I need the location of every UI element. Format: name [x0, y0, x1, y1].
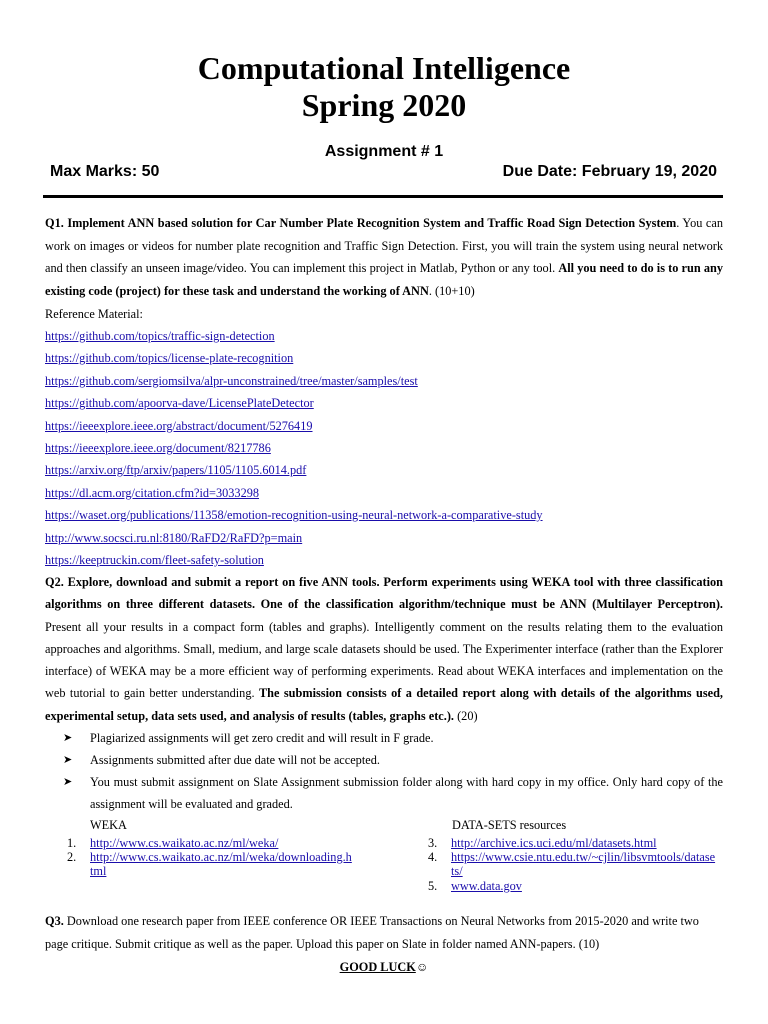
- assignment-number: Assignment # 1: [324, 143, 444, 160]
- reference-link-row: [45, 527, 543, 549]
- reference-link-row: [45, 370, 543, 392]
- reference-link[interactable]: https://ieeexplore.ieee.org/document/8217786: [45, 441, 271, 456]
- q3-text: Download one research paper from IEEE conference OR IEEE Transactions on Neural Networks from 2015-2020 and write two page critique. Submit critique as well as the paper. Upload this paper on Slate in folder named ANN-papers. (10): [45, 914, 699, 951]
- weka-link[interactable]: http://www.cs.waikato.ac.nz/ml/weka/: [90, 836, 279, 850]
- q2-bold-intro: Q2. Explore, download and submit a report on five ANN tools. Perform experiments using WEKA tool with three classification algorithms on three different datasets. One of the classification algorithm/technique must be ANN (Multilayer Perceptron).: [45, 575, 723, 612]
- reference-link-row: [45, 392, 543, 414]
- q2-text: Present all your results in a compact form (tables and graphs). Intelligently comment on the results relating them to the evaluation approaches and algorithms. Small, medium, and large scale datasets should be used. The Experimenter interface (rather than the Explorer interface) of WEKA may be a more efficient way of performing experiments. Read about WEKA interfaces and implementation on the web tutorial to gain better understanding.: [45, 619, 723, 701]
- reference-link[interactable]: https://ieeexplore.ieee.org/abstract/document/5276419: [45, 418, 313, 433]
- reference-link-row: [45, 415, 543, 437]
- weka-heading: WEKA: [90, 818, 127, 832]
- bullet-text: You must submit assignment on Slate Assignment submission folder along with hard copy in my office. Only hard copy of the assignment will be evaluated and graded.: [90, 775, 723, 812]
- reference-link[interactable]: https://github.com/topics/license-plate-recognition: [45, 351, 294, 366]
- reference-link[interactable]: https://dl.acm.org/citation.cfm?id=3033298: [45, 485, 260, 500]
- q2-bold-submission: The submission consists of a detailed report along with details of the algorithms used, experimental setup, data sets used, and analysis of results (tables, graphs etc.).: [45, 686, 723, 723]
- reference-link[interactable]: https://github.com/topics/traffic-sign-detection: [45, 329, 275, 343]
- q1-label: Q1. Implement ANN based solution for Car Number Plate Recognition System and Traffic Road Sign Detection System: [45, 216, 677, 230]
- q2-marks: (20): [454, 708, 478, 723]
- reference-link-row: [45, 482, 543, 504]
- course-title: Computational Intelligence: [197, 50, 571, 86]
- reference-link-row: [45, 549, 543, 571]
- reference-link[interactable]: https://arxiv.org/ftp/arxiv/papers/1105/1105.6014.pdf: [45, 463, 307, 478]
- q3-label: Q3.: [45, 914, 64, 928]
- libsvm-dataset-link[interactable]: https://www.csie.ntu.edu.tw/~cjlin/libsvmtools/datase ts/: [451, 850, 716, 878]
- q1-bold-instruction: All you need to do is to run any existing code (project) for these task and understand the working of ANN: [45, 261, 723, 298]
- max-marks: Max Marks: 50: [50, 163, 160, 180]
- question-3: [45, 910, 723, 955]
- reference-link[interactable]: https://github.com/sergiomsilva/alpr-unconstrained/tree/master/samples/test: [45, 373, 418, 388]
- uci-dataset-link[interactable]: http://archive.ics.uci.edu/ml/datasets.html: [451, 836, 657, 850]
- reference-link[interactable]: https://github.com/apoorva-dave/LicensePlateDetector: [45, 396, 314, 411]
- good-luck-text: GOOD LUCK: [339, 960, 416, 974]
- list-number: 2.: [67, 850, 77, 864]
- arrow-bullet-icon: ➤: [63, 776, 73, 788]
- reference-link-row: [45, 459, 543, 481]
- due-date: Due Date: February 19, 2020: [502, 163, 717, 180]
- reference-link-row: [45, 347, 543, 369]
- weka-download-link[interactable]: http://www.cs.waikato.ac.nz/ml/weka/downloading.h tml: [90, 850, 352, 878]
- question-1: [45, 212, 723, 302]
- q1-marks: . (10+10): [428, 283, 475, 298]
- reference-link[interactable]: https://keeptruckin.com/fleet-safety-solution: [45, 553, 264, 568]
- reference-link-row: [45, 325, 543, 347]
- good-luck-footer: [0, 960, 768, 975]
- header-divider: [43, 195, 723, 198]
- question-2: [45, 571, 723, 727]
- reference-link[interactable]: http://www.socsci.ru.nl:8180/RaFD2/RaFD?p=main: [45, 530, 303, 545]
- bullet-text: Assignments submitted after due date will not be accepted.: [90, 753, 380, 767]
- reference-link-row: [45, 504, 543, 526]
- semester-title: Spring 2020: [301, 87, 467, 123]
- list-number: 1.: [67, 836, 77, 850]
- list-number: 3.: [428, 836, 438, 850]
- list-number: 5.: [428, 879, 438, 893]
- arrow-bullet-icon: ➤: [63, 754, 73, 766]
- q1-text: . You can work on images or videos for number plate recognition and Traffic Sign Detection. First, you will train the system using neural network and then classify an unseen image/video. You can implement this project in Matlab, Python or any tool.: [45, 216, 723, 275]
- reference-label: Reference Material:: [45, 307, 143, 321]
- data-gov-link[interactable]: www.data.gov: [451, 879, 522, 893]
- arrow-bullet-icon: ➤: [63, 732, 73, 744]
- bullet-text: Plagiarized assignments will get zero credit and will result in F grade.: [90, 731, 434, 745]
- smiley-icon: ☺: [415, 960, 429, 974]
- list-number: 4.: [428, 850, 438, 864]
- datasets-heading: DATA-SETS resources: [452, 818, 567, 832]
- reference-link-list: [45, 325, 543, 571]
- reference-link[interactable]: https://waset.org/publications/11358/emotion-recognition-using-neural-network-a-comparative-study: [45, 508, 543, 523]
- reference-link-row: [45, 437, 543, 459]
